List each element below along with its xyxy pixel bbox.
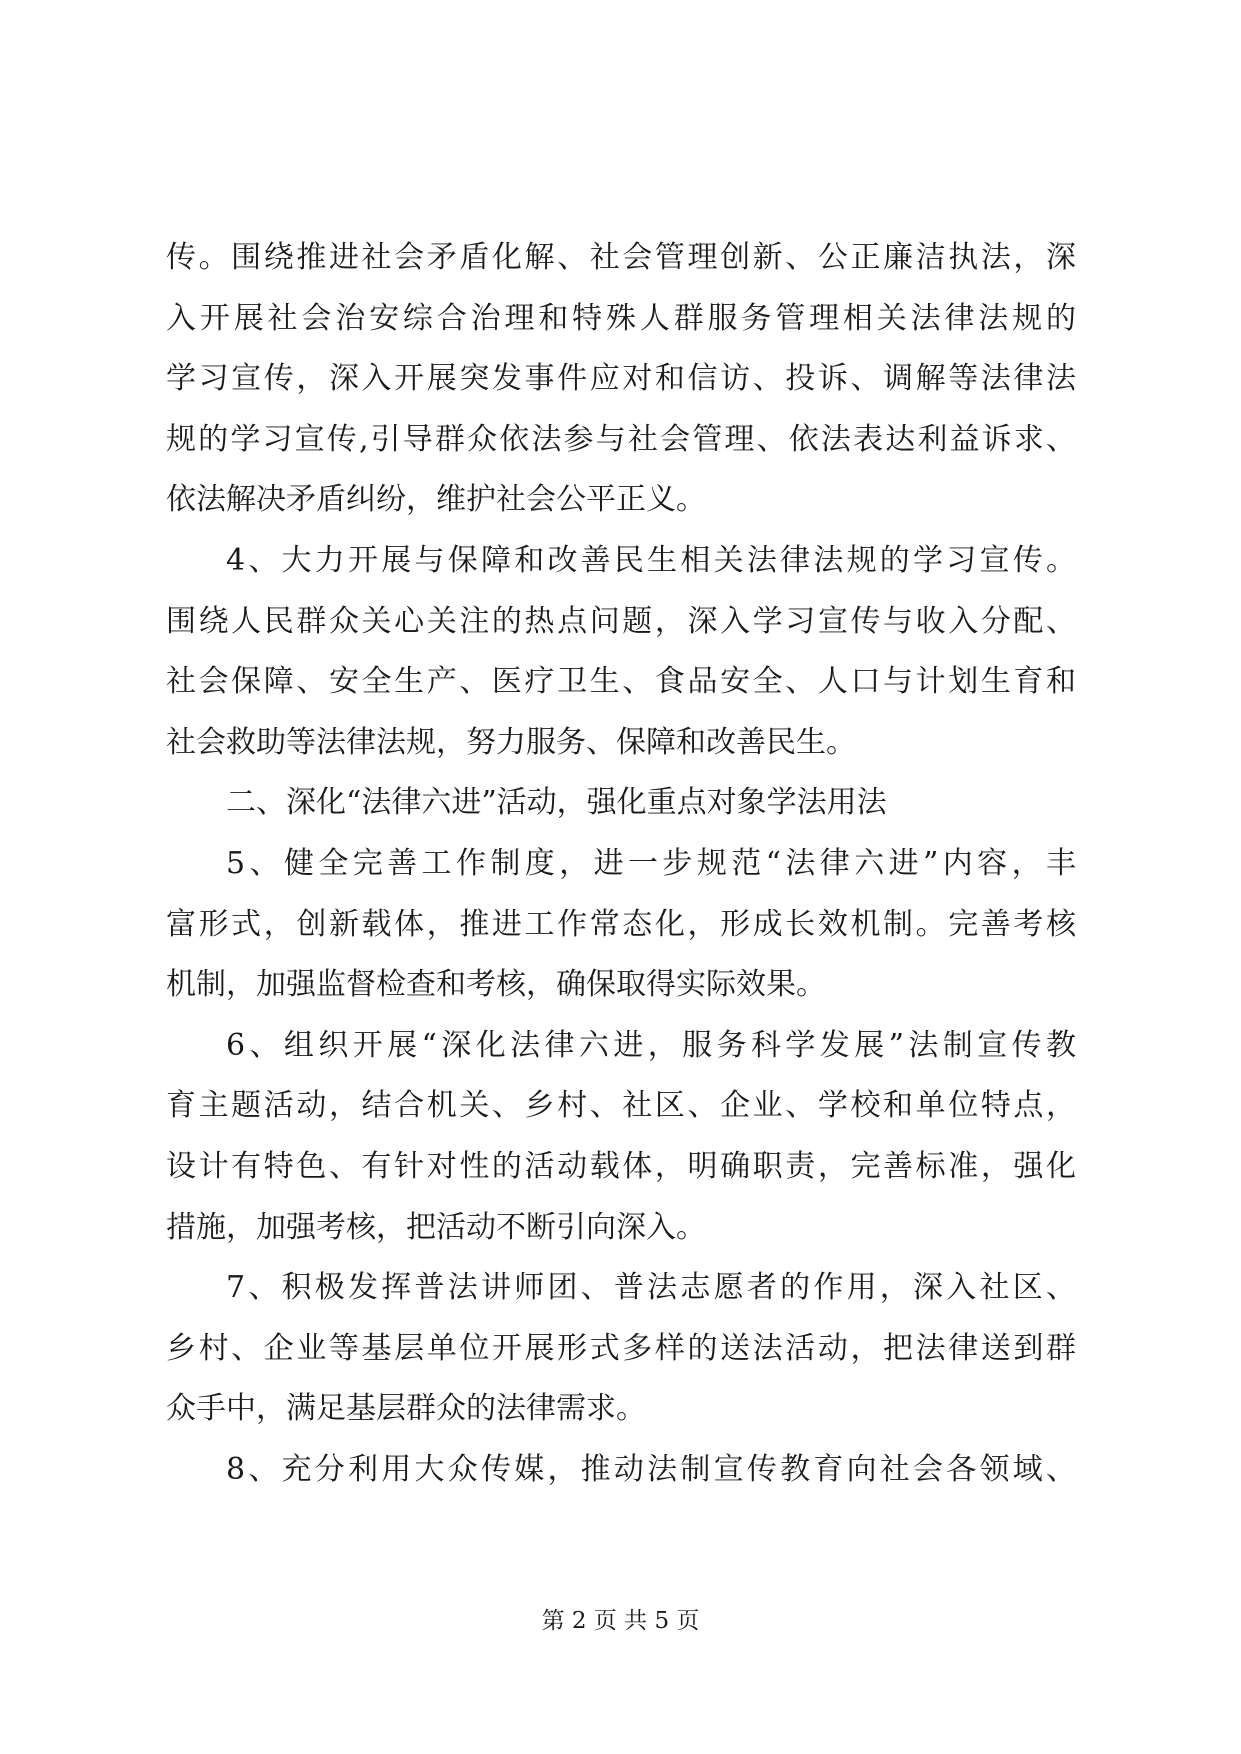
text-line: 富形式，创新载体，推进工作常态化，形成长效机制。完善考核	[166, 906, 1076, 942]
text-line: 围绕人民群众关心关注的热点问题，深入学习宣传与收入分配、	[166, 603, 1076, 639]
text-line: 众手中，满足基层群众的法律需求。	[166, 1391, 646, 1427]
text-line: 社会救助等法律法规，努力服务、保障和改善民生。	[166, 724, 856, 760]
text-line: 4、大力开展与保障和改善民生相关法律法规的学习宣传。	[226, 542, 1076, 578]
text-line: 社会保障、安全生产、医疗卫生、食品安全、人口与计划生育和	[166, 664, 1076, 700]
document-body	[166, 228, 1076, 1500]
text-line: 传。围绕推进社会矛盾化解、社会管理创新、公正廉洁执法，深	[166, 240, 1076, 275]
text-line: 6、组织开展“深化法律六进，服务科学发展”法制宣传教	[226, 1027, 1076, 1063]
text-line: 育主题活动，结合机关、乡村、社区、企业、学校和单位特点，	[166, 1088, 1076, 1124]
text-line: 机制，加强监督检查和考核，确保取得实际效果。	[166, 967, 826, 1003]
text-line: 8、充分利用大众传媒，推动法制宣传教育向社会各领域、	[226, 1451, 1076, 1487]
text-line: 7、积极发挥普法讲师团、普法志愿者的作用，深入社区、	[226, 1270, 1076, 1306]
text-line: 乡村、企业等基层单位开展形式多样的送法活动，把法律送到群	[166, 1330, 1076, 1366]
text-line: 二、深化“法律六进”活动，强化重点对象学法用法	[226, 785, 887, 821]
text-line: 5、健全完善工作制度，进一步规范“法律六进”内容，丰	[226, 845, 1076, 881]
text-line: 依法解决矛盾纠纷，维护社会公平正义。	[166, 482, 706, 518]
text-line: 规的学习宣传,引导群众依法参与社会管理、依法表达利益诉求、	[166, 421, 1076, 457]
text-line: 措施，加强考核，把活动不断引向深入。	[166, 1209, 706, 1245]
text-line: 入开展社会治安综合治理和特殊人群服务管理相关法律法规的	[166, 300, 1076, 336]
text-line: 设计有特色、有针对性的活动载体，明确职责，完善标准，强化	[166, 1148, 1076, 1184]
page-footer: 第 2 页 共 5 页	[541, 1608, 700, 1634]
text-line: 学习宣传，深入开展突发事件应对和信访、投诉、调解等法律法	[166, 361, 1076, 397]
